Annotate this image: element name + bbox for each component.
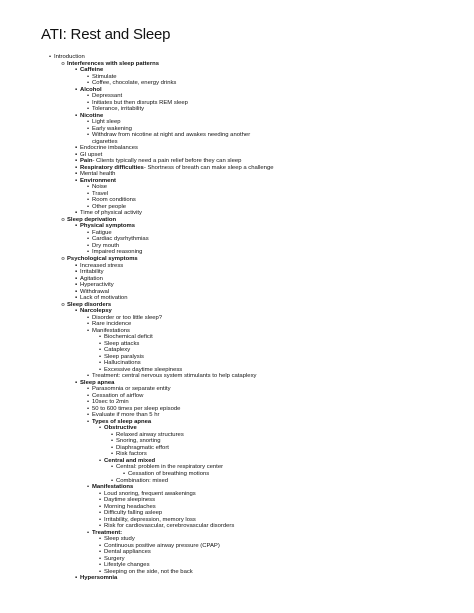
outline-item-label: Morning headaches — [104, 503, 156, 510]
bullet-marker: ▪ — [74, 67, 78, 74]
outline-item-label: Sleep attacks — [104, 340, 140, 347]
bullet-marker: ▪ — [74, 295, 78, 302]
outline-item-label: Irritability, depression, memory loss — [104, 516, 196, 523]
bullet-marker: ▪ — [74, 262, 78, 269]
outline-item-label: Diaphragmatic effort — [116, 444, 169, 451]
bullet-marker: ▪ — [74, 223, 78, 230]
outline-item-label: Sleep study — [104, 536, 135, 543]
outline-item-label: Continuous positive airway pressure (CPAP) — [104, 542, 220, 549]
bullet-marker: • — [98, 510, 102, 517]
outline-item-label: Noise — [92, 184, 108, 191]
outline-item-label: Other people — [92, 203, 127, 210]
bullet-marker: • — [98, 490, 102, 497]
outline-item-label: Withdrawal — [80, 288, 110, 295]
bullet-marker: • — [98, 562, 102, 569]
outline-item-label: Sleep disorders — [67, 301, 112, 308]
outline-item-label: Excessive daytime sleepiness — [104, 366, 183, 373]
bullet-marker: • — [98, 360, 102, 367]
outline-item-label: Manifestations — [92, 484, 134, 491]
outline-item-label: Types of sleep apnea — [92, 418, 152, 425]
outline-item-label: Fatigue — [92, 229, 112, 236]
outline-item-label: Hypersomnia — [80, 575, 118, 582]
outline-item-label: Increased stress — [80, 262, 124, 269]
bullet-marker: • — [86, 190, 90, 197]
outline-item-label: Sleeping on the side, not the back — [104, 568, 193, 575]
bullet-marker: • — [86, 236, 90, 243]
bullet-marker: o — [61, 216, 65, 223]
outline-list — [47, 54, 467, 582]
outline-item-label: Tolerance, irritability — [92, 106, 145, 113]
outline-item-label: Dental appliances — [104, 549, 151, 556]
bullet-marker: • — [86, 399, 90, 406]
page-title: ATI: Rest and Sleep — [41, 26, 171, 43]
bullet-marker: • — [110, 444, 114, 451]
outline-item-label: Narcolepsy — [80, 308, 112, 315]
bullet-marker: • — [98, 334, 102, 341]
bullet-marker: ▪ — [74, 112, 78, 119]
bullet-marker: • — [86, 392, 90, 399]
bullet-marker: • — [86, 203, 90, 210]
outline-item-label: Lifestyle changes — [104, 562, 150, 569]
bullet-marker: • — [110, 438, 114, 445]
bullet-marker: • — [86, 229, 90, 236]
bullet-marker: • — [86, 529, 90, 536]
bullet-marker: ▪ — [74, 86, 78, 93]
bullet-marker: • — [98, 549, 102, 556]
bullet-marker: • — [86, 405, 90, 412]
outline-item-label: Environment — [80, 177, 117, 184]
outline-item-label: Cessation of breathing motions — [128, 471, 210, 477]
bullet-marker: o — [61, 60, 65, 67]
outline-item-label: Central: problem in the respiratory center — [116, 464, 224, 471]
outline-item-label: Mental health — [80, 171, 116, 178]
bullet-marker: • — [98, 555, 102, 562]
outline-item-label: Respiratory difficulties — [80, 164, 144, 171]
outline-item-label: Rare incidence — [92, 321, 132, 328]
outline-item-label: 10sec to 2min — [92, 399, 129, 406]
bullet-marker: • — [98, 542, 102, 549]
outline-item-label: Sleep deprivation — [67, 216, 117, 223]
bullet-marker: ▪ — [74, 282, 78, 289]
bullet-marker: • — [86, 386, 90, 393]
outline-item-label: 50 to 600 times per sleep episode — [92, 405, 181, 412]
outline-item-label: Nicotine — [80, 112, 104, 119]
bullet-marker: • — [86, 125, 90, 132]
bullet-marker: • — [98, 457, 102, 464]
outline-item-label: Combination: mixed — [116, 477, 169, 484]
outline-item-label: Risk for cardiovascular, cerebrovascular disorders — [104, 523, 235, 530]
outline-item-label: Psychological symptoms — [67, 255, 138, 262]
outline-item-label: Difficulty falling asleep — [104, 510, 163, 517]
outline-item-label: Lack of motivation — [80, 295, 128, 302]
bullet-marker: • — [86, 197, 90, 204]
bullet-marker: • — [86, 99, 90, 106]
outline-item-label: Alcohol — [80, 86, 102, 93]
bullet-marker: • — [98, 497, 102, 504]
bullet-marker: • — [98, 503, 102, 510]
outline-item-label: Early wakening — [92, 125, 132, 132]
bullet-marker: ▪ — [74, 151, 78, 158]
bullet-marker: ▪ — [74, 171, 78, 178]
bullet-marker: ▪ — [74, 575, 78, 582]
outline-item-label: Evaluate if more than 5 hr — [92, 412, 160, 419]
bullet-marker: • — [86, 242, 90, 249]
outline-item-label: Treatment: — [92, 529, 123, 536]
outline-item-label: Parasomnia or separate entity — [92, 386, 171, 393]
outline-item-label: Impaired reasoning — [92, 249, 143, 256]
outline-item-label: Hallucinations — [104, 360, 141, 367]
outline-item-label: Central and mixed — [104, 457, 156, 464]
outline-item-label: GI upset — [80, 151, 103, 158]
bullet-marker: • — [110, 431, 114, 438]
bullet-marker: • — [110, 451, 114, 458]
bullet-marker: ▪ — [74, 177, 78, 184]
outline-item-label: Treatment: central nervous system stimulants to help cataplexy — [92, 373, 257, 380]
bullet-marker: • — [98, 523, 102, 530]
bullet-marker: • — [86, 249, 90, 256]
outline-item-label: Loud snoring, frequent awakenings — [104, 490, 196, 497]
outline-item-label: Caffeine — [80, 67, 104, 74]
outline-item-label: Time of physical activity — [80, 210, 142, 217]
outline-item-label: Cataplexy — [104, 347, 131, 354]
bullet-marker: • — [122, 471, 126, 477]
outline-item-label: Introduction — [54, 54, 85, 60]
outline-item-label: Dry mouth — [92, 242, 120, 249]
outline-item-label: Light sleep — [92, 119, 121, 126]
bullet-marker: • — [86, 80, 90, 87]
bullet-marker: • — [86, 321, 90, 328]
outline-item-label: Biochemical deficit — [104, 334, 153, 341]
outline-item-label: Obstructive — [104, 425, 137, 432]
outline-item-label: Room conditions — [92, 197, 136, 204]
outline-item-label: Depressant — [92, 93, 123, 100]
bullet-marker: ▪ — [74, 210, 78, 217]
bullet-marker: ▪ — [74, 379, 78, 386]
bullet-marker: o — [61, 255, 65, 262]
bullet-marker: • — [86, 314, 90, 321]
bullet-marker: • — [86, 373, 90, 380]
outline-item — [47, 575, 467, 582]
bullet-marker: • — [86, 73, 90, 80]
bullet-marker: • — [48, 54, 52, 60]
outline-item-label: Manifestations — [92, 327, 130, 334]
outline-item-label: Physical symptoms — [80, 223, 136, 230]
bullet-marker: • — [86, 93, 90, 100]
bullet-marker: ▪ — [74, 308, 78, 315]
bullet-marker: ▪ — [74, 164, 78, 171]
outline-item-label: Cardiac dysrhythmias — [92, 236, 149, 243]
outline-item-label: Endocrine imbalances — [80, 145, 138, 152]
outline-item-label: Hyperactivity — [80, 282, 114, 289]
outline-item-label: Irritability — [80, 269, 104, 276]
outline-item-detail: - Shortness of breath can make sleep a challenge — [143, 164, 274, 171]
outline-item-label: Daytime sleepiness — [104, 497, 156, 504]
bullet-marker: ▪ — [74, 269, 78, 276]
bullet-marker: • — [110, 464, 114, 471]
outline-item-label: Disorder or too little sleep? — [92, 314, 163, 321]
bullet-marker: • — [98, 516, 102, 523]
bullet-marker: ▪ — [74, 158, 78, 165]
bullet-marker: o — [61, 301, 65, 308]
outline-item-label: Relaxed airway structures — [116, 431, 184, 438]
outline-item-label: Withdraw from nicotine at night and awakes needing another — [92, 132, 251, 139]
outline-item-label: Coffee, chocolate, energy drinks — [92, 80, 177, 87]
outline-item-detail: - Clients typically need a pain relief before they can sleep — [92, 158, 242, 165]
bullet-marker: • — [86, 327, 90, 334]
bullet-marker: • — [86, 106, 90, 113]
outline-item-label: Interferences with sleep patterns — [67, 60, 159, 67]
bullet-marker: ▪ — [74, 145, 78, 152]
bullet-marker: • — [86, 484, 90, 491]
bullet-marker: • — [98, 425, 102, 432]
outline-item-label: Pain — [80, 158, 93, 165]
outline-item-label: Sleep apnea — [80, 379, 115, 386]
bullet-marker: • — [98, 366, 102, 373]
outline-item-label: Sleep paralysis — [104, 353, 144, 360]
bullet-marker: ▪ — [74, 275, 78, 282]
bullet-marker: ▪ — [74, 288, 78, 295]
bullet-marker: • — [86, 119, 90, 126]
outline-item-label: Stimulate — [92, 73, 117, 80]
outline-item-label: cigarettes — [92, 138, 118, 145]
bullet-marker: • — [86, 418, 90, 425]
bullet-marker: • — [98, 568, 102, 575]
bullet-marker: • — [86, 132, 90, 139]
bullet-marker: • — [98, 347, 102, 354]
bullet-marker: • — [86, 412, 90, 419]
bullet-marker: • — [98, 353, 102, 360]
bullet-marker: • — [98, 536, 102, 543]
outline-item-text — [80, 575, 117, 582]
outline-item-label: Travel — [92, 190, 109, 197]
outline-item-label: Risk factors — [116, 451, 147, 458]
outline-item-label: Agitation — [80, 275, 103, 282]
outline-item-label: Cessation of airflow — [92, 392, 144, 399]
bullet-marker: • — [98, 340, 102, 347]
outline-item-label: Snoring, snorting — [116, 438, 161, 445]
outline-item-label: Surgery — [104, 555, 125, 562]
bullet-marker: • — [110, 477, 114, 484]
outline-item-label: Initiates but then disrupts REM sleep — [92, 99, 188, 106]
bullet-marker: • — [86, 184, 90, 191]
